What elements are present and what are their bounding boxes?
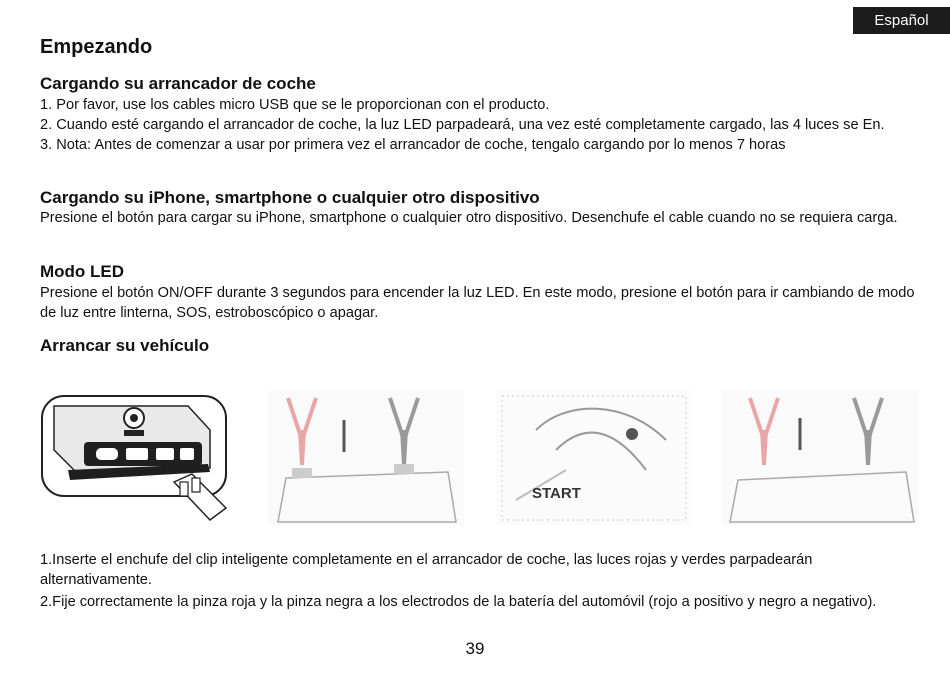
- start-step-1: 1.Inserte el enchufe del clip inteligente completamente en el arrancador de coche, las luces rojas y verdes parpadearán alternativamente.: [40, 552, 813, 588]
- page-number: 39: [465, 639, 485, 658]
- starter-plug-illustration: [38, 390, 234, 525]
- charging-starter-list: [40, 95, 920, 155]
- clamps-battery-illustration: [268, 390, 464, 525]
- start-engine-illustration: [496, 390, 692, 525]
- charging-devices-text: Presione el botón para cargar su iPhone, smartphone o cualquier otro dispositivo. Desenchufe el cable cuando no se requiera carga.: [40, 210, 898, 226]
- list-item: 1. Por favor, use los cables micro USB que se le proporcionan con el producto.: [40, 97, 550, 113]
- remove-clamps-illustration: [722, 390, 918, 525]
- heading-charging-starter: Cargando su arrancador de coche: [40, 74, 316, 93]
- page-title: Empezando: [40, 36, 153, 58]
- led-mode-text: Presione el botón ON/OFF durante 3 segundos para encender la luz LED. En este modo, presione el botón para ir cambiando de modo de luz entre linterna, SOS, estroboscópico o apagar.: [40, 285, 915, 321]
- start-label: START: [532, 485, 581, 502]
- language-tab: Español: [853, 7, 950, 34]
- list-item: 2. Cuando esté cargando el arrancador de coche, la luz LED parpadeará, una vez esté completamente cargado, las 4 luces se En.: [40, 117, 885, 133]
- start-step-2: 2.Fije correctamente la pinza roja y la pinza negra a los electrodos de la batería del automóvil (rojo a positivo y negro a negativo).: [40, 594, 877, 610]
- heading-start-vehicle: Arrancar su vehículo: [40, 336, 210, 355]
- heading-charging-devices: Cargando su iPhone, smartphone o cualquier otro dispositivo: [40, 188, 540, 207]
- list-item: 3. Nota: Antes de comenzar a usar por primera vez el arrancador de coche, tengalo cargando por lo menos 7 horas: [40, 137, 786, 153]
- heading-led-mode: Modo LED: [40, 262, 125, 281]
